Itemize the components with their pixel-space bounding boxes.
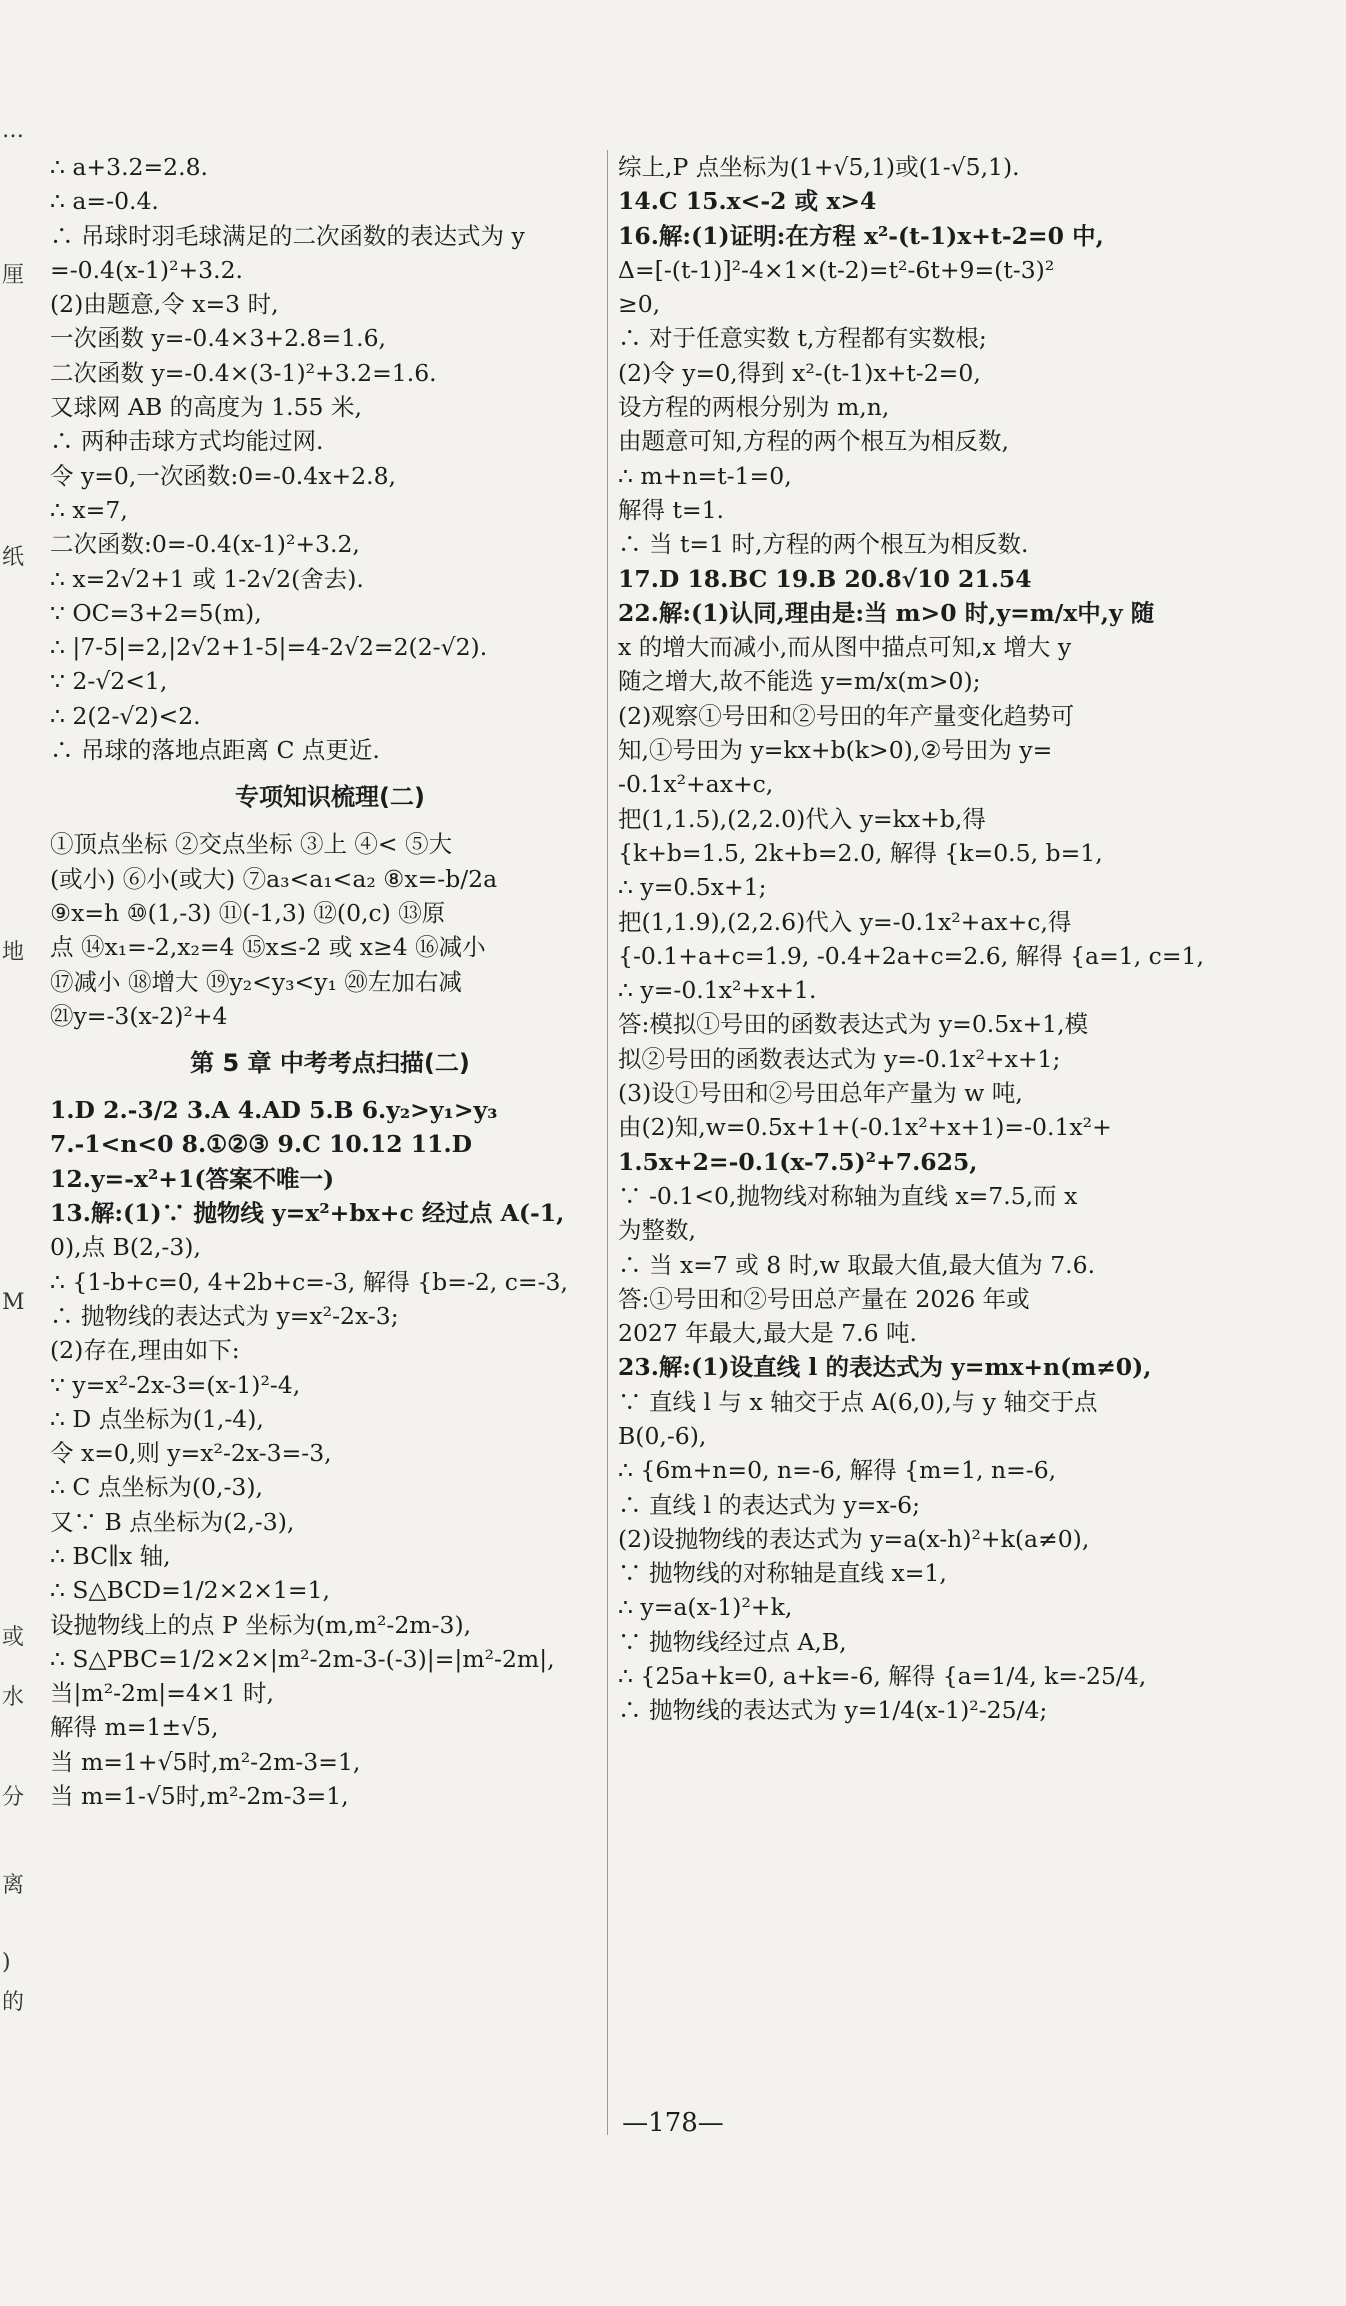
- answer-line: 12.y=-x²+1(答案不唯一): [50, 1164, 335, 1193]
- answer-line: ∴ S△PBC=1/2×2×|m²-2m-3-(-3)|=|m²-2m|,: [50, 1644, 555, 1673]
- answer-line: ∴ 对于任意实数 t,方程都有实数根;: [618, 324, 987, 353]
- answer-line: ∴ 吊球的落地点距离 C 点更近.: [50, 736, 380, 765]
- answer-line: 令 y=0,一次函数:0=-0.4x+2.8,: [50, 461, 397, 490]
- answer-line: 把(1,1.9),(2,2.6)代入 y=-0.1x²+ax+c,得: [618, 907, 1072, 936]
- edge-char: 水: [2, 1685, 25, 1710]
- answer-line: B(0,-6),: [618, 1421, 707, 1450]
- answer-line: ∵ 直线 l 与 x 轴交于点 A(6,0),与 y 轴交于点: [618, 1387, 1098, 1416]
- answer-line: 知,①号田为 y=kx+b(k>0),②号田为 y=: [618, 736, 1053, 765]
- answer-line: ∴ D 点坐标为(1,-4),: [50, 1404, 264, 1433]
- answer-line: ∴ 2(2-√2)<2.: [50, 701, 201, 730]
- answer-line: {k+b=1.5, 2k+b=2.0, 解得 {k=0.5, b=1,: [618, 838, 1103, 867]
- edge-char: 纸: [2, 545, 25, 570]
- answer-line: ∴ 两种击球方式均能过网.: [50, 427, 324, 456]
- edge-char: 离: [2, 1873, 25, 1898]
- answer-line: 13.解:(1)∵ 抛物线 y=x²+bx+c 经过点 A(-1,: [50, 1199, 565, 1228]
- answer-line: ∴ C 点坐标为(0,-3),: [50, 1473, 263, 1502]
- answer-line: ∴ BC∥x 轴,: [50, 1541, 171, 1570]
- answer-line: ∵ OC=3+2=5(m),: [50, 598, 262, 627]
- answer-line: 答:①号田和②号田总产量在 2026 年或: [618, 1284, 1030, 1313]
- answer-line: ∴ y=-0.1x²+x+1.: [618, 976, 817, 1005]
- answer-line: (或小) ⑥小(或大) ⑦a₃<a₁<a₂ ⑧x=-b/2a: [50, 864, 498, 893]
- answer-line: 为整数,: [618, 1216, 696, 1245]
- answer-line: ∴ {6m+n=0, n=-6, 解得 {m=1, n=-6,: [618, 1456, 1057, 1485]
- answer-line: 0),点 B(2,-3),: [50, 1233, 201, 1262]
- answer-line: 当 m=1+√5时,m²-2m-3=1,: [50, 1747, 361, 1776]
- answer-line: -0.1x²+ax+c,: [618, 770, 774, 799]
- answer-line: (3)设①号田和②号田总年产量为 w 吨,: [618, 1079, 1023, 1108]
- edge-char: 地: [2, 940, 25, 965]
- section-heading: 第 5 章 中考考点扫描(二): [190, 1049, 470, 1078]
- answer-line: 22.解:(1)认同,理由是:当 m>0 时,y=m/x中,y 随: [618, 598, 1155, 627]
- answer-line: 一次函数 y=-0.4×3+2.8=1.6,: [50, 324, 386, 353]
- left-binding-edge: [0, 0, 26, 2306]
- answer-line: 解得 m=1±√5,: [50, 1713, 219, 1742]
- answer-line: ∵ 抛物线经过点 A,B,: [618, 1627, 847, 1656]
- answer-line: 16.解:(1)证明:在方程 x²-(t-1)x+t-2=0 中,: [618, 221, 1104, 250]
- answer-line: ∴ 吊球时羽毛球满足的二次函数的表达式为 y: [50, 221, 525, 250]
- edge-char: 的: [2, 1990, 25, 2015]
- answer-line: (2)令 y=0,得到 x²-(t-1)x+t-2=0,: [618, 358, 981, 387]
- answer-line: ∴ x=2√2+1 或 1-2√2(舍去).: [50, 564, 364, 593]
- answer-line: Δ=[-(t-1)]²-4×1×(t-2)=t²-6t+9=(t-3)²: [618, 255, 1055, 284]
- answer-line: 点 ⑭x₁=-2,x₂=4 ⑮x≤-2 或 x≥4 ⑯减小: [50, 933, 486, 962]
- answer-line: ∴ a+3.2=2.8.: [50, 153, 209, 181]
- answer-line: ∴ 当 t=1 时,方程的两个根互为相反数.: [618, 530, 1029, 559]
- answer-line: 17.D 18.BC 19.B 20.8√10 21.54: [618, 564, 1032, 593]
- answer-line: 7.-1<n<0 8.①②③ 9.C 10.12 11.D: [50, 1130, 473, 1159]
- answer-line: ∵ -0.1<0,抛物线对称轴为直线 x=7.5,而 x: [618, 1181, 1078, 1210]
- answer-line: 由题意可知,方程的两个根互为相反数,: [618, 427, 1009, 456]
- answer-line: ①顶点坐标 ②交点坐标 ③上 ④< ⑤大: [50, 830, 453, 859]
- answer-line: {-0.1+a+c=1.9, -0.4+2a+c=2.6, 解得 {a=1, c=1,: [618, 941, 1204, 970]
- answer-line: 23.解:(1)设直线 l 的表达式为 y=mx+n(m≠0),: [618, 1353, 1152, 1382]
- answer-line: 当|m²-2m|=4×1 时,: [50, 1679, 274, 1708]
- answer-line: ∴ y=a(x-1)²+k,: [618, 1593, 793, 1622]
- answer-line: ⑨x=h ⑩(1,-3) ⑪(-1,3) ⑫(0,c) ⑬原: [50, 898, 446, 927]
- answer-line: 解得 t=1.: [618, 495, 725, 524]
- answer-line: 又∵ B 点坐标为(2,-3),: [50, 1507, 295, 1536]
- answer-line: ≥0,: [618, 290, 661, 319]
- edge-char: …: [2, 118, 24, 143]
- edge-char: ): [2, 1950, 11, 1975]
- edge-char: 或: [2, 1625, 25, 1650]
- answer-line: 二次函数:0=-0.4(x-1)²+3.2,: [50, 530, 360, 559]
- answer-line: ∴ 直线 l 的表达式为 y=x-6;: [618, 1490, 921, 1519]
- answer-line: 拟②号田的函数表达式为 y=-0.1x²+x+1;: [618, 1044, 1061, 1073]
- answer-line: ⑰减小 ⑱增大 ⑲y₂<y₃<y₁ ⑳左加右减: [50, 967, 462, 996]
- answer-line: 当 m=1-√5时,m²-2m-3=1,: [50, 1782, 349, 1811]
- answer-line: (2)观察①号田和②号田的年产量变化趋势可: [618, 701, 1075, 730]
- answer-line: 1.5x+2=-0.1(x-7.5)²+7.625,: [618, 1147, 978, 1176]
- answer-line: 令 x=0,则 y=x²-2x-3=-3,: [50, 1439, 332, 1468]
- section-heading: 专项知识梳理(二): [235, 783, 425, 812]
- answer-line: ∴ |7-5|=2,|2√2+1-5|=4-2√2=2(2-√2).: [50, 633, 488, 662]
- answer-line: ㉑y=-3(x-2)²+4: [50, 1001, 228, 1030]
- answer-line: 答:模拟①号田的函数表达式为 y=0.5x+1,模: [618, 1010, 1089, 1039]
- right-answer-column: [618, 150, 1290, 1728]
- page-number: —178—: [622, 2108, 724, 2138]
- answer-line: x 的增大而减小,而从图中描点可知,x 增大 y: [618, 633, 1072, 662]
- edge-char: 分: [2, 1785, 25, 1810]
- answer-line: ∴ {1-b+c=0, 4+2b+c=-3, 解得 {b=-2, c=-3,: [50, 1267, 568, 1296]
- answer-line: ∴ y=0.5x+1;: [618, 873, 767, 902]
- answer-line: (2)由题意,令 x=3 时,: [50, 290, 279, 319]
- answer-line: (2)存在,理由如下:: [50, 1336, 240, 1365]
- answer-line: ∴ m+n=t-1=0,: [618, 461, 792, 490]
- answer-line: 把(1,1.5),(2,2.0)代入 y=kx+b,得: [618, 804, 986, 833]
- column-divider: [607, 150, 608, 2135]
- answer-line: ∵ 抛物线的对称轴是直线 x=1,: [618, 1559, 947, 1588]
- edge-char: M: [2, 1290, 25, 1315]
- answer-line: 又球网 AB 的高度为 1.55 米,: [50, 393, 362, 422]
- left-answer-column: [50, 150, 610, 1813]
- answer-line: ∵ y=x²-2x-3=(x-1)²-4,: [50, 1370, 301, 1399]
- answer-line: 2027 年最大,最大是 7.6 吨.: [618, 1319, 918, 1348]
- answer-line: ∴ x=7,: [50, 495, 128, 524]
- answer-line: 设方程的两根分别为 m,n,: [618, 393, 890, 422]
- answer-line: ∴ 抛物线的表达式为 y=x²-2x-3;: [50, 1301, 399, 1330]
- answer-line: ∴ {25a+k=0, a+k=-6, 解得 {a=1/4, k=-25/4,: [618, 1662, 1147, 1691]
- answer-line: ∴ 当 x=7 或 8 时,w 取最大值,最大值为 7.6.: [618, 1250, 1096, 1279]
- answer-line: ∴ a=-0.4.: [50, 187, 159, 216]
- answer-line: 由(2)知,w=0.5x+1+(-0.1x²+x+1)=-0.1x²+: [618, 1113, 1112, 1142]
- answer-line: =-0.4(x-1)²+3.2.: [50, 255, 244, 284]
- answer-line: 二次函数 y=-0.4×(3-1)²+3.2=1.6.: [50, 358, 437, 387]
- answer-line: 综上,P 点坐标为(1+√5,1)或(1-√5,1).: [618, 153, 1020, 181]
- answer-line: ∴ S△BCD=1/2×2×1=1,: [50, 1576, 331, 1605]
- answer-line: 14.C 15.x<-2 或 x>4: [618, 187, 877, 216]
- answer-line: ∵ 2-√2<1,: [50, 667, 168, 696]
- answer-line: 设抛物线上的点 P 坐标为(m,m²-2m-3),: [50, 1610, 472, 1639]
- edge-char: 厘: [2, 263, 25, 288]
- answer-line: 1.D 2.-3/2 3.A 4.AD 5.B 6.y₂>y₁>y₃: [50, 1096, 498, 1125]
- answer-line: ∴ 抛物线的表达式为 y=1/4(x-1)²-25/4;: [618, 1696, 1048, 1725]
- answer-line: 随之增大,故不能选 y=m/x(m>0);: [618, 667, 981, 696]
- answer-line: (2)设抛物线的表达式为 y=a(x-h)²+k(a≠0),: [618, 1524, 1090, 1553]
